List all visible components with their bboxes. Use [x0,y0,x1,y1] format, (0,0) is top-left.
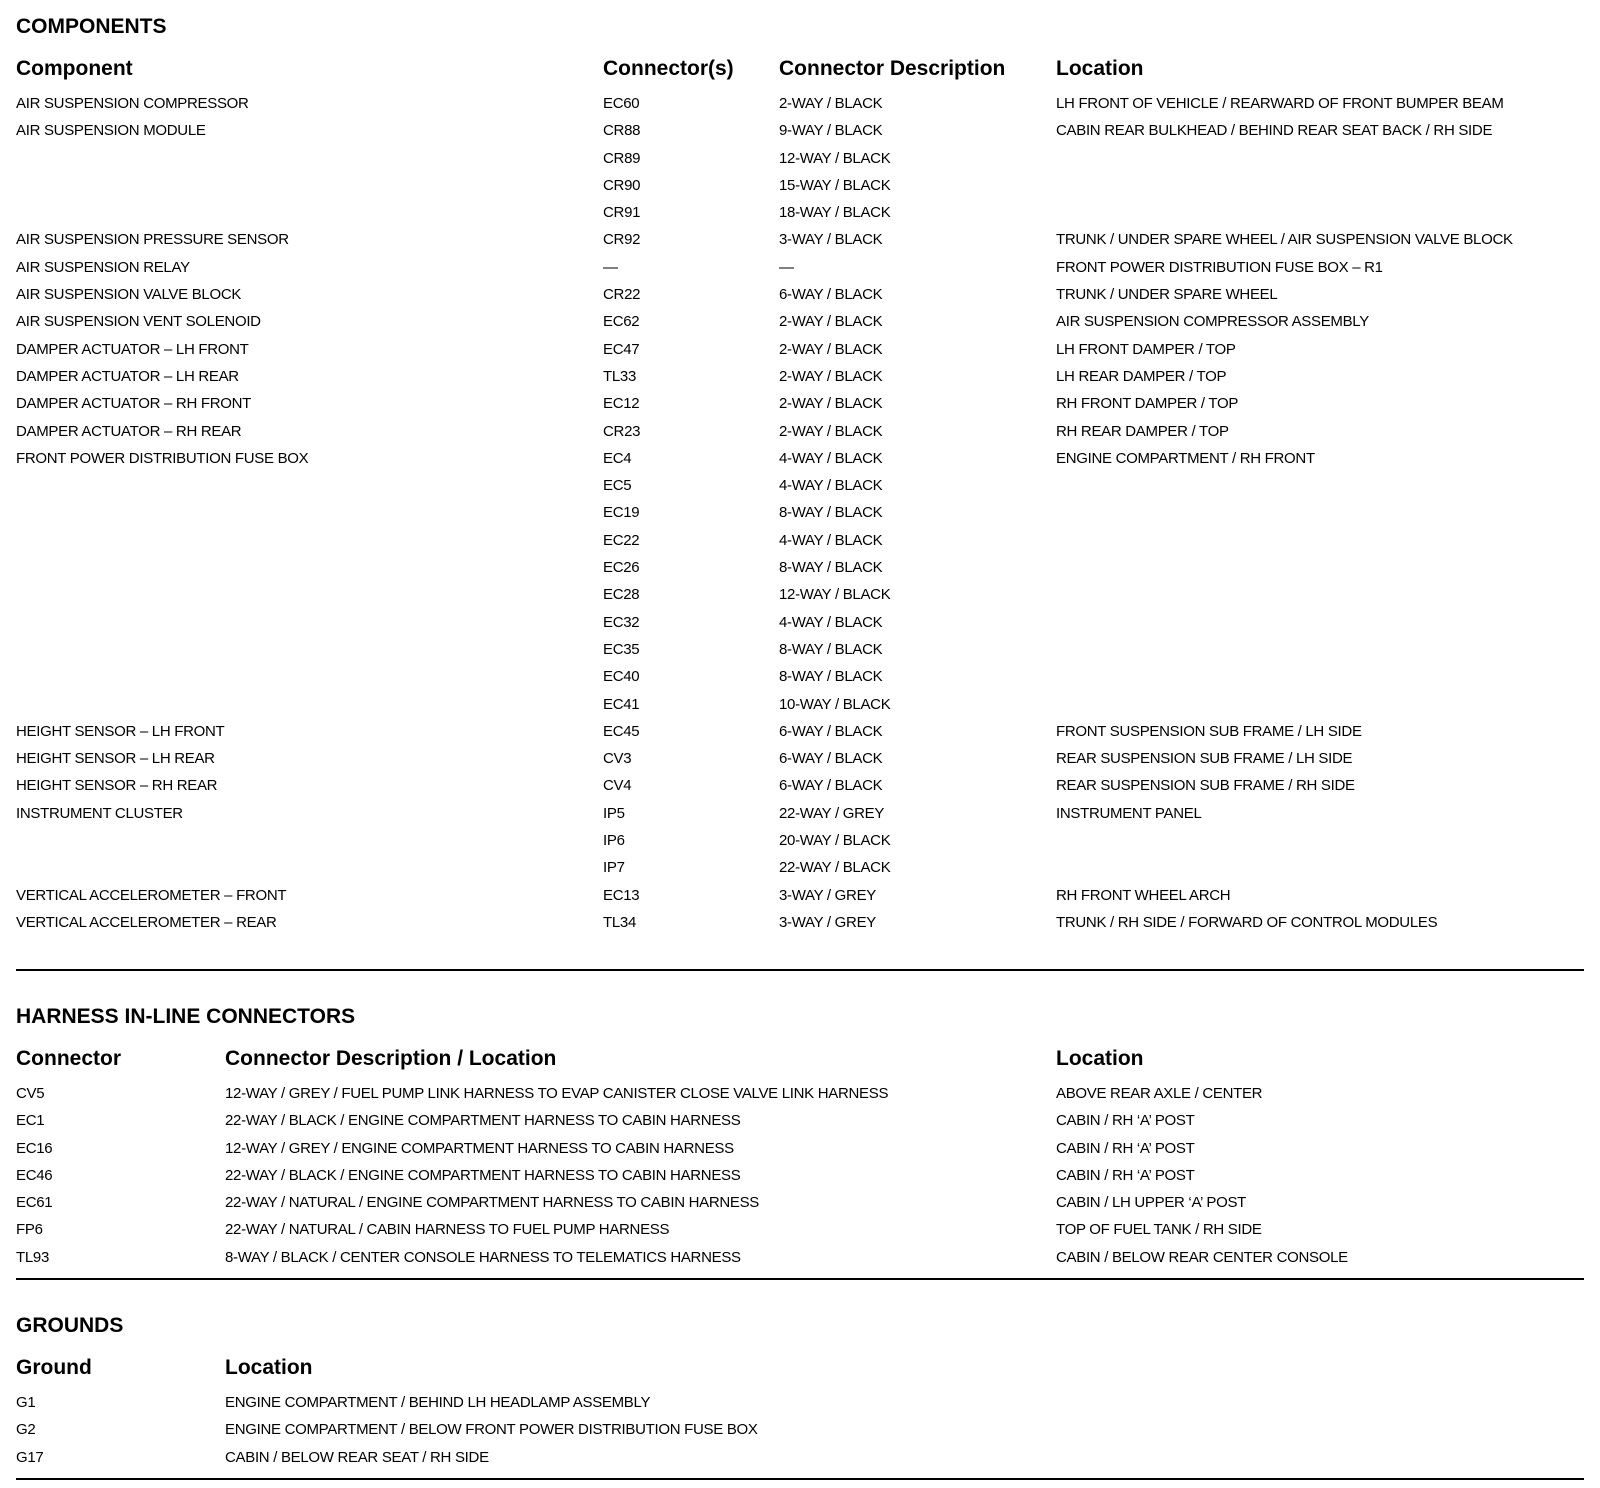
connector-description: 2-WAY / BLACK [779,367,883,385]
connector-description: — [779,258,794,276]
component-name: AIR SUSPENSION MODULE [16,122,206,140]
component-location: RH FRONT WHEEL ARCH [1056,886,1231,904]
harness-table [0,1085,1600,1276]
table-row [0,395,1600,422]
connector-location: CABIN / RH ‘A’ POST [1056,1112,1195,1130]
ground-location: CABIN / BELOW REAR SEAT / RH SIDE [225,1448,489,1466]
component-name: HEIGHT SENSOR – LH REAR [16,750,215,768]
connector-id: CR91 [603,204,641,222]
table-row [0,805,1600,832]
connector-id: IP5 [603,804,625,822]
connector-location: CABIN / RH ‘A’ POST [1056,1166,1195,1184]
connector-id: EC47 [603,340,640,358]
connector-description: 10-WAY / BLACK [779,695,891,713]
table-row [0,668,1600,695]
table-row [0,723,1600,750]
table-row [0,1167,1600,1194]
connector-description: 15-WAY / BLACK [779,176,891,194]
table-row [0,586,1600,613]
component-location: CABIN REAR BULKHEAD / BEHIND REAR SEAT BACK / RH SIDE [1056,122,1493,140]
connector-id: CR88 [603,122,641,140]
table-row [0,286,1600,313]
connector-description: 22-WAY / NATURAL / CABIN HARNESS TO FUEL PUMP HARNESS [225,1221,670,1239]
component-location: REAR SUSPENSION SUB FRAME / RH SIDE [1056,777,1355,795]
table-row [0,1394,1600,1421]
connector-id: EC26 [603,559,640,577]
connector-description: 3-WAY / GREY [779,886,876,904]
connector-id: EC41 [603,695,640,713]
component-location: AIR SUSPENSION COMPRESSOR ASSEMBLY [1056,313,1369,331]
harness-section-title: HARNESS IN-LINE CONNECTORS [16,1005,356,1028]
component-name: VERTICAL ACCELEROMETER – FRONT [16,886,287,904]
component-name: INSTRUMENT CLUSTER [16,804,183,822]
harness-header-location: Location [1056,1047,1144,1070]
components-table [0,95,1600,941]
connector-location: ABOVE REAR AXLE / CENTER [1056,1085,1263,1102]
connector-description: 2-WAY / BLACK [779,313,883,331]
connector-description: 8-WAY / BLACK [779,668,883,686]
connector-id: IP7 [603,859,625,877]
connector-description: 4-WAY / BLACK [779,531,883,549]
connector-id: EC62 [603,313,640,331]
table-row [0,641,1600,668]
connector-id: FP6 [16,1221,43,1239]
connector-id: EC35 [603,640,640,658]
connector-id: EC1 [16,1112,45,1130]
connector-id: EC12 [603,395,640,413]
component-name: DAMPER ACTUATOR – RH FRONT [16,395,251,413]
table-row [0,832,1600,859]
table-row [0,368,1600,395]
connector-id: EC4 [603,449,632,467]
table-row [0,1421,1600,1448]
connector-description: 2-WAY / BLACK [779,340,883,358]
connector-location: CABIN / BELOW REAR CENTER CONSOLE [1056,1248,1348,1266]
component-name: FRONT POWER DISTRIBUTION FUSE BOX [16,449,309,467]
table-row [0,477,1600,504]
table-row [0,95,1600,122]
table-row [0,750,1600,777]
connector-description: 22-WAY / BLACK / ENGINE COMPARTMENT HARNESS TO CABIN HARNESS [225,1166,741,1184]
table-row [0,1140,1600,1167]
table-row [0,450,1600,477]
component-name: DAMPER ACTUATOR – RH REAR [16,422,242,440]
table-row [0,341,1600,368]
ground-id: G17 [16,1448,44,1466]
table-row [0,1112,1600,1139]
ground-location: ENGINE COMPARTMENT / BELOW FRONT POWER DISTRIBUTION FUSE BOX [225,1421,758,1439]
connector-id: TL33 [603,367,636,385]
table-row [0,313,1600,340]
connector-description: 12-WAY / BLACK [779,586,891,604]
connector-id: EC45 [603,722,640,740]
table-row [0,423,1600,450]
connector-id: TL93 [16,1248,49,1266]
component-location: TRUNK / RH SIDE / FORWARD OF CONTROL MODULES [1056,913,1438,931]
connector-id: EC16 [16,1139,53,1157]
table-row [0,1221,1600,1248]
component-location: TRUNK / UNDER SPARE WHEEL [1056,286,1278,304]
harness-header-connector: Connector [16,1047,121,1070]
components-header-description: Connector Description [779,57,1006,80]
connector-description: 8-WAY / BLACK [779,504,883,522]
connector-id: TL34 [603,913,636,931]
connector-description: 22-WAY / BLACK [779,859,891,877]
connector-id: CR22 [603,286,641,304]
harness-header-description: Connector Description / Location [225,1047,557,1070]
grounds-table [0,1394,1600,1476]
table-row [0,614,1600,641]
connector-description: 8-WAY / BLACK / CENTER CONSOLE HARNESS TO TELEMATICS HARNESS [225,1248,741,1266]
connector-id: IP6 [603,832,625,850]
connector-location: TOP OF FUEL TANK / RH SIDE [1056,1221,1262,1239]
connector-id: CR89 [603,149,641,167]
connector-id: EC28 [603,586,640,604]
table-row [0,859,1600,886]
connector-description: 2-WAY / BLACK [779,95,883,112]
components-header-location: Location [1056,57,1144,80]
component-location: FRONT POWER DISTRIBUTION FUSE BOX – R1 [1056,258,1383,276]
component-location: RH FRONT DAMPER / TOP [1056,395,1239,413]
table-row [0,1085,1600,1112]
component-name: VERTICAL ACCELEROMETER – REAR [16,913,277,931]
connector-description: 6-WAY / BLACK [779,777,883,795]
table-row [0,696,1600,723]
connector-id: — [603,258,618,276]
table-row [0,1194,1600,1221]
connector-id: EC32 [603,613,640,631]
table-row [0,504,1600,531]
connector-description: 22-WAY / GREY [779,804,885,822]
connector-id: CV3 [603,750,632,768]
component-location: FRONT SUSPENSION SUB FRAME / LH SIDE [1056,722,1362,740]
table-row [0,204,1600,231]
ground-id: G1 [16,1394,36,1411]
component-location: ENGINE COMPARTMENT / RH FRONT [1056,449,1315,467]
table-row [0,177,1600,204]
components-header-connectors: Connector(s) [603,57,734,80]
table-row [0,777,1600,804]
connector-id: EC5 [603,477,632,495]
table-row [0,559,1600,586]
component-name: AIR SUSPENSION COMPRESSOR [16,95,249,112]
connector-description: 8-WAY / BLACK [779,559,883,577]
components-section-title: COMPONENTS [16,15,167,38]
connector-description: 3-WAY / BLACK [779,231,883,249]
component-name: AIR SUSPENSION VENT SOLENOID [16,313,261,331]
component-name: AIR SUSPENSION PRESSURE SENSOR [16,231,289,249]
component-location: TRUNK / UNDER SPARE WHEEL / AIR SUSPENSION VALVE BLOCK [1056,231,1513,249]
section-divider [16,1478,1584,1480]
connector-id: CR90 [603,176,641,194]
section-divider [16,1278,1584,1280]
table-row [0,1449,1600,1476]
components-header-component: Component [16,57,133,80]
component-location: REAR SUSPENSION SUB FRAME / LH SIDE [1056,750,1353,768]
grounds-header-location: Location [225,1356,313,1379]
connector-description: 4-WAY / BLACK [779,477,883,495]
connector-id: EC61 [16,1194,53,1212]
connector-id: EC40 [603,668,640,686]
component-location: RH REAR DAMPER / TOP [1056,422,1229,440]
connector-description: 8-WAY / BLACK [779,640,883,658]
connector-id: EC19 [603,504,640,522]
connector-id: EC22 [603,531,640,549]
connector-description: 9-WAY / BLACK [779,122,883,140]
component-name: DAMPER ACTUATOR – LH REAR [16,367,239,385]
connector-location: CABIN / LH UPPER ‘A’ POST [1056,1194,1247,1212]
component-name: DAMPER ACTUATOR – LH FRONT [16,340,249,358]
table-row [0,914,1600,941]
component-name: HEIGHT SENSOR – LH FRONT [16,722,225,740]
connector-id: EC13 [603,886,640,904]
connector-id: EC46 [16,1166,53,1184]
connector-id: CR92 [603,231,641,249]
component-location: LH REAR DAMPER / TOP [1056,367,1227,385]
connector-description: 6-WAY / BLACK [779,750,883,768]
grounds-header-ground: Ground [16,1356,92,1379]
table-row [0,887,1600,914]
connector-description: 4-WAY / BLACK [779,449,883,467]
connector-description: 4-WAY / BLACK [779,613,883,631]
table-row [0,231,1600,258]
section-divider [16,969,1584,971]
connector-description: 22-WAY / NATURAL / ENGINE COMPARTMENT HARNESS TO CABIN HARNESS [225,1194,760,1212]
table-row [0,150,1600,177]
component-location: LH FRONT OF VEHICLE / REARWARD OF FRONT BUMPER BEAM [1056,95,1504,112]
connector-description: 12-WAY / BLACK [779,149,891,167]
connector-description: 2-WAY / BLACK [779,422,883,440]
connector-location: CABIN / RH ‘A’ POST [1056,1139,1195,1157]
connector-id: CV5 [16,1085,45,1102]
connector-id: CR23 [603,422,641,440]
connector-id: EC60 [603,95,640,112]
grounds-section-title: GROUNDS [16,1314,124,1337]
connector-id: CV4 [603,777,632,795]
connector-description: 18-WAY / BLACK [779,204,891,222]
connector-description: 20-WAY / BLACK [779,832,891,850]
ground-location: ENGINE COMPARTMENT / BEHIND LH HEADLAMP ASSEMBLY [225,1394,651,1411]
connector-description: 3-WAY / GREY [779,913,876,931]
connector-description: 2-WAY / BLACK [779,395,883,413]
connector-description: 6-WAY / BLACK [779,286,883,304]
table-row [0,122,1600,149]
table-row [0,1249,1600,1276]
component-location: LH FRONT DAMPER / TOP [1056,340,1236,358]
ground-id: G2 [16,1421,36,1439]
connector-description: 22-WAY / BLACK / ENGINE COMPARTMENT HARNESS TO CABIN HARNESS [225,1112,741,1130]
table-row [0,532,1600,559]
connector-description: 12-WAY / GREY / FUEL PUMP LINK HARNESS TO EVAP CANISTER CLOSE VALVE LINK HARNESS [225,1085,889,1102]
table-row [0,259,1600,286]
connector-description: 6-WAY / BLACK [779,722,883,740]
component-name: AIR SUSPENSION RELAY [16,258,190,276]
component-name: AIR SUSPENSION VALVE BLOCK [16,286,242,304]
connector-description: 12-WAY / GREY / ENGINE COMPARTMENT HARNESS TO CABIN HARNESS [225,1139,734,1157]
component-location: INSTRUMENT PANEL [1056,804,1202,822]
component-name: HEIGHT SENSOR – RH REAR [16,777,218,795]
